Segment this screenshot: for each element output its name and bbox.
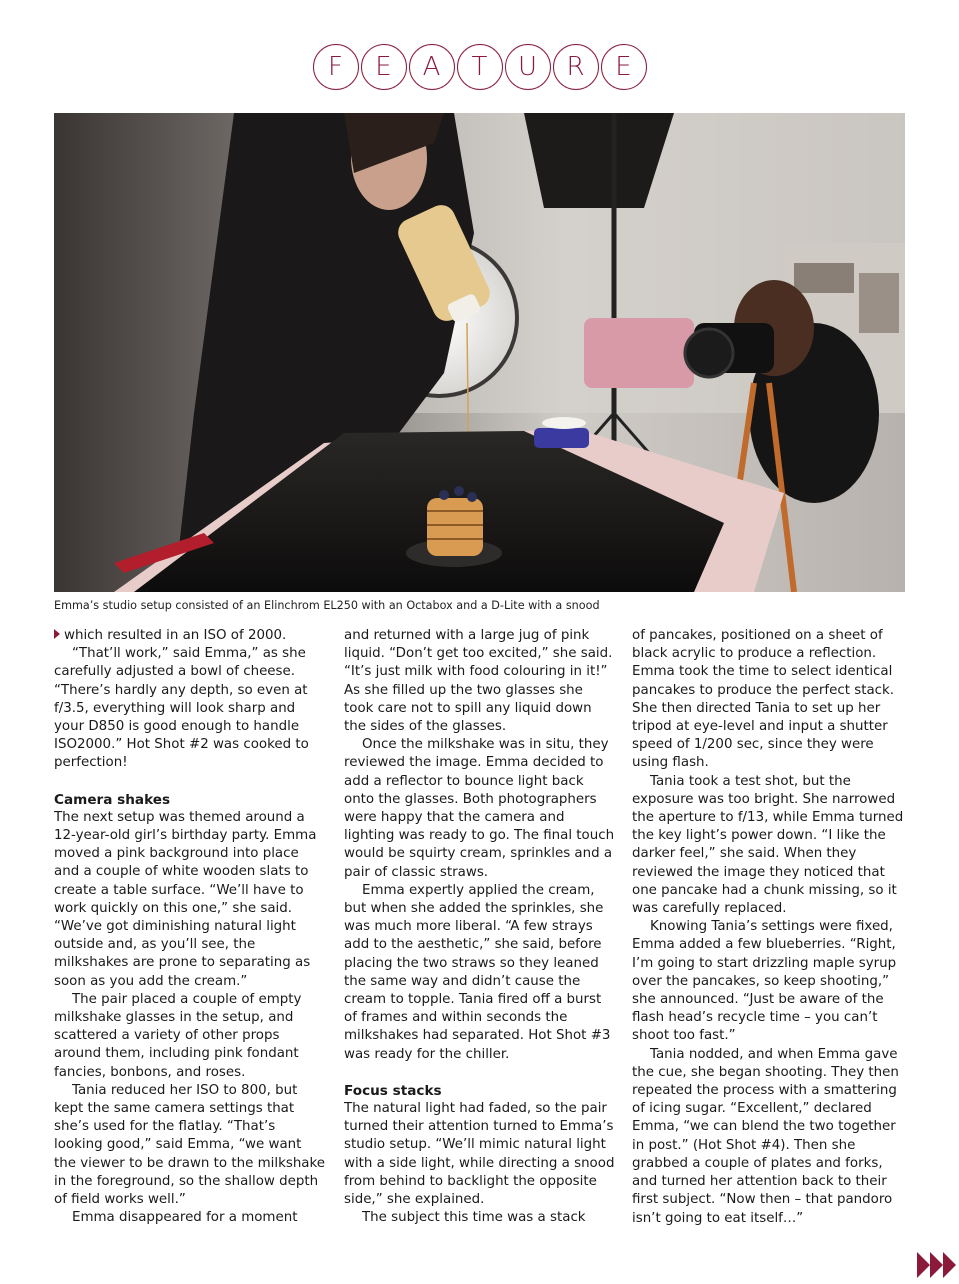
paragraph: of pancakes, positioned on a sheet of black acrylic to produce a reflection. Emma took the time to select identical pancakes to produce the perfect stack. She then directed Tania to set up her tripod at eye-level and input a shutter speed of 1/200 sec, since they were using flash.	[632, 628, 895, 771]
paragraph: and returned with a large jug of pink liquid. “Don’t get too excited,” she said. “It’s just milk with food colouring in it!” As she filled up the two glasses she took care not to spill any liquid down the sides of the glasses.	[344, 628, 613, 735]
feature-letter: E	[601, 44, 647, 90]
article-column-3	[632, 627, 904, 1228]
paragraph: Knowing Tania’s settings were fixed, Emma added a few blueberries. “Right, I’m going to start drizzling maple syrup over the pancakes, so keep shooting,” she announced. “Just be aware of the flash head’s recycle time – you can’t shoot too fast.”	[632, 919, 897, 1044]
feature-letter: E	[361, 44, 407, 90]
paragraph: Emma disappeared for a moment	[72, 1210, 298, 1226]
photo-caption: Emma’s studio setup consisted of an Elinchrom EL250 with an Octabox and a D-Lite with a snood	[54, 599, 600, 612]
feature-letter: U	[505, 44, 551, 90]
article-column-1	[54, 627, 326, 1228]
paragraph: The natural light had faded, so the pair turned their attention turned to Emma’s studio setup. “We’ll mimic natural light with a side light, while directing a snood from behind to backlight the opposite side,” she explained.	[344, 1101, 615, 1208]
section-heading: Focus stacks	[344, 1082, 442, 1099]
paragraph: The next setup was themed around a 12-year-old girl’s birthday party. Emma moved a pink background into place and a couple of white wooden slats to create a table surface. “We’ll have to work quickly on this one,” she said. “We’ve got diminishing natural light outside and, as you’ll see, the milkshakes are prone to separating as soon as you add the cream.”	[54, 809, 317, 989]
feature-letter: F	[313, 44, 359, 90]
paragraph: The pair placed a couple of empty milkshake glasses in the setup, and scattered a variety of other props around them, including pink fondant fancies, bonbons, and roses.	[54, 991, 302, 1080]
paragraph: The subject this time was a stack	[362, 1210, 586, 1226]
paragraph: Tania nodded, and when Emma gave the cue, she began shooting. They then repeated the process with a smattering of icing sugar. “Excellent,” declared Emma, “we can blend the two together in post.” (Hot Shot #4). Then she grabbed a couple of plates and forks, and turned her attention back to their first subject. “Now then – that pandoro isn’t going to eat itself…”	[632, 1046, 899, 1226]
paragraph: Tania reduced her ISO to 800, but kept the same camera settings that she’s used for the flatlay. “That’s looking good,” said Emma, “we want the viewer to be drawn to the milkshake in the foreground, so the shallow depth of field works well.”	[54, 1082, 326, 1208]
paragraph: which resulted in an ISO of 2000.	[54, 627, 326, 645]
next-page-arrows-icon	[917, 1250, 959, 1280]
feature-letter: T	[457, 44, 503, 90]
feature-letter: R	[553, 44, 599, 90]
paragraph: Emma expertly applied the cream, but when she added the sprinkles, she was much more liberal. “A few strays add to the aesthetic,” she said, before placing the two straws so they leaned the same way and didn’t cause the cream to topple. Tania fired off a burst of frames and within seconds the milkshakes had separated. Hot Shot #3 was ready for the chiller.	[344, 882, 611, 1062]
paragraph: “That’ll work,” said Emma,” as she carefully adjusted a bowl of cheese. “There’s hardly any depth, so even at f/3.5, everything will look sharp and your D850 is good enough to handle ISO2000.” Hot Shot #2 was cooked to perfection!	[54, 646, 309, 771]
section-heading: Camera shakes	[54, 791, 171, 808]
feature-letter: A	[409, 44, 455, 90]
continue-arrow-icon	[54, 629, 60, 639]
paragraph: Once the milkshake was in situ, they reviewed the image. Emma decided to add a reflector to bounce light back onto the glasses. Both photographers were happy that the camera and lighting was ready to go. The final touch would be squirty cream, sprinkles and a pair of classic straws.	[344, 737, 615, 880]
article-column-2	[344, 627, 616, 1228]
feature-header	[0, 44, 959, 90]
studio-photo	[54, 113, 905, 592]
paragraph: Tania took a test shot, but the exposure was too bright. She narrowed the aperture to f/13, while Emma turned the key light’s power down. “I like the darker feel,” she said. When they reviewed the image they noticed that one pancake had a chunk missing, so it was carefully replaced.	[632, 773, 904, 917]
